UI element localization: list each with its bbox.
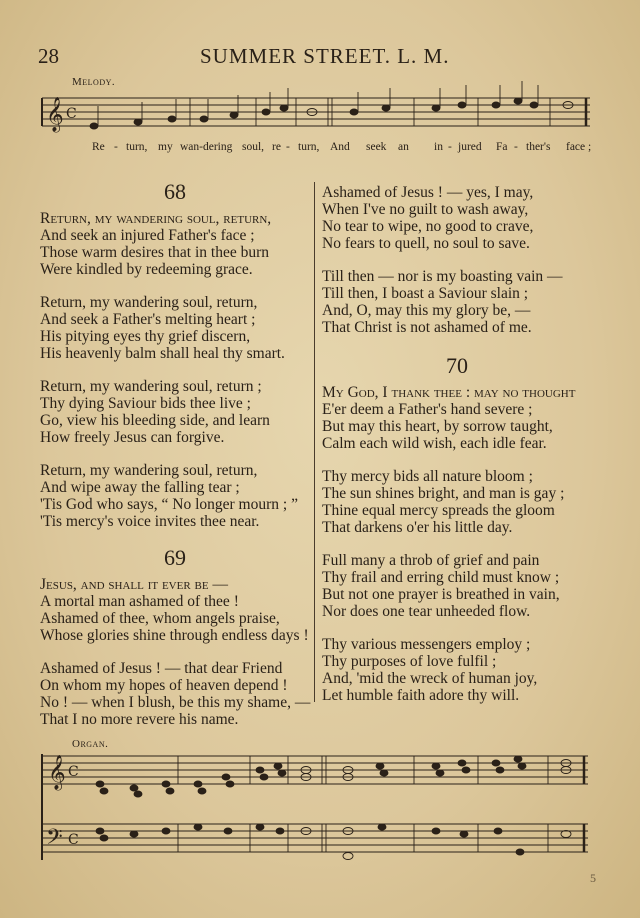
verse-line: Ashamed of Jesus ! — yes, I may, (322, 184, 534, 201)
verse-line: Till then — nor is my boasting vain — (322, 268, 563, 285)
verse-line: E'er deem a Father's hand severe ; (322, 401, 533, 418)
corner-mark: 5 (590, 871, 596, 885)
lyric-syllable: - (286, 141, 290, 153)
page-number: 28 (38, 44, 59, 68)
melody-staff (38, 88, 598, 138)
verse-line: The sun shines bright, and man is gay ; (322, 485, 565, 502)
verse-line: And, 'mid the wreck of human joy, (322, 670, 538, 687)
lyric-syllable: my (158, 141, 173, 153)
stanza (40, 660, 310, 728)
lyric-syllable: face ; (566, 141, 592, 153)
verse-line: Jesus, and shall it ever be — (40, 576, 228, 593)
svg-text:C: C (68, 832, 79, 848)
svg-text:𝄞: 𝄞 (48, 755, 66, 790)
verse-line: His heavenly balm shall heal thy smart. (40, 345, 285, 362)
stanza (322, 552, 592, 620)
verse-line: Full many a throb of grief and pain (322, 552, 540, 569)
verse-line: Thine equal mercy spreads the gloom (322, 502, 555, 519)
lyric-syllable: And (330, 141, 350, 153)
svg-text:C: C (66, 106, 77, 122)
verse-line: But not one prayer is breathed in vain, (322, 586, 560, 603)
stanza (40, 378, 310, 446)
lyric-syllable: Fa (496, 141, 508, 153)
stanza (322, 636, 592, 704)
stanza (40, 576, 310, 644)
verse-line: How freely Jesus can forgive. (40, 429, 225, 446)
tune-title: SUMMER STREET. L. M. (200, 44, 450, 68)
verse-line: His pitying eyes thy grief discern, (40, 328, 251, 345)
hymn-number: 69 (164, 545, 186, 570)
verse-line: Whose glories shine through endless days ! (40, 627, 309, 644)
verse-line: Nor does one tear unheeded flow. (322, 603, 531, 620)
verse-line: Thy dying Saviour bids thee live ; (40, 395, 251, 412)
organ-label: Organ. (72, 738, 109, 750)
lyric-syllable: seek (366, 141, 387, 153)
lyric-syllable: soul, (242, 141, 265, 153)
verse-line: And seek an injured Father's face ; (40, 227, 255, 244)
verse-line: Were kindled by redeeming grace. (40, 261, 253, 278)
lyric-syllable: an (398, 141, 409, 153)
stanza (322, 184, 592, 252)
svg-text:C: C (68, 764, 79, 780)
melody-label: Melody. (72, 76, 116, 88)
verse-line: My God, I thank thee : may no thought (322, 384, 576, 401)
verse-line: No fears to quell, no soul to save. (322, 235, 530, 252)
verse-line: No ! — when I blush, be this my shame, — (40, 694, 311, 711)
verse-line: 'Tis mercy's voice invites thee near. (40, 513, 260, 530)
lyric-syllable: - (514, 141, 518, 153)
verse-line: Go, view his bleeding side, and learn (40, 412, 270, 429)
verse-line: But may this heart, by sorrow taught, (322, 418, 553, 435)
stanza (40, 294, 310, 362)
lyric-syllable: re (272, 141, 281, 153)
verse-line: No tear to wipe, no good to crave, (322, 218, 534, 235)
verse-line: That I no more revere his name. (40, 711, 239, 728)
right-column (322, 184, 592, 720)
verse-line: Thy mercy bids all nature bloom ; (322, 468, 533, 485)
lyric-syllable: jured (458, 141, 482, 153)
verse-line: Return, my wandering soul, return, (40, 210, 272, 227)
lyric-syllable: Re (92, 141, 105, 153)
svg-text:𝄢: 𝄢 (46, 825, 63, 855)
lyric-syllable: - (448, 141, 452, 153)
svg-text:𝄞: 𝄞 (46, 97, 64, 132)
verse-line: And wipe away the falling tear ; (40, 479, 240, 496)
stanza (322, 468, 592, 536)
verse-line: 'Tis God who says, “ No longer mourn ; ” (40, 496, 298, 513)
lyric-syllable: turn, (298, 141, 320, 153)
hymn-number: 70 (446, 353, 468, 378)
organ-score (38, 748, 598, 878)
verse-line: And seek a Father's melting heart ; (40, 311, 256, 328)
column-divider (314, 182, 315, 702)
verse-line: Calm each wild wish, each idle fear. (322, 435, 547, 452)
verse-line: And, O, may this my glory be, — (322, 302, 531, 319)
verse-line: Thy various messengers employ ; (322, 636, 531, 653)
verse-line: Thy frail and erring child must know ; (322, 569, 560, 586)
verse-line: On whom my hopes of heaven depend ! (40, 677, 288, 694)
stanza (40, 462, 310, 530)
hymn-number: 68 (164, 179, 186, 204)
verse-line: That darkens o'er his little day. (322, 519, 513, 536)
lyric-syllable: in (434, 141, 443, 153)
verse-line: Thy purposes of love fulfil ; (322, 653, 497, 670)
stanza (40, 210, 310, 278)
verse-line: When I've no guilt to wash away, (322, 201, 529, 218)
lyric-syllable: ther's (526, 141, 551, 153)
verse-line: Till then, I boast a Saviour slain ; (322, 285, 529, 302)
stanza (322, 268, 592, 336)
verse-line: That Christ is not ashamed of me. (322, 319, 532, 336)
lyric-syllable: wan-dering (180, 141, 233, 153)
lyric-syllable: - (114, 141, 118, 153)
left-column (40, 180, 310, 744)
verse-line: A mortal man ashamed of thee ! (40, 593, 239, 610)
lyric-syllable: turn, (126, 141, 148, 153)
verse-line: Ashamed of thee, whom angels praise, (40, 610, 280, 627)
verse-line: Return, my wandering soul, return, (40, 294, 258, 311)
verse-line: Let humble faith adore thy will. (322, 687, 520, 704)
verse-line: Return, my wandering soul, return, (40, 462, 258, 479)
verse-line: Ashamed of Jesus ! — that dear Friend (40, 660, 283, 677)
verse-line: Those warm desires that in thee burn (40, 244, 269, 261)
verse-line: Return, my wandering soul, return ; (40, 378, 262, 395)
stanza (322, 384, 592, 452)
